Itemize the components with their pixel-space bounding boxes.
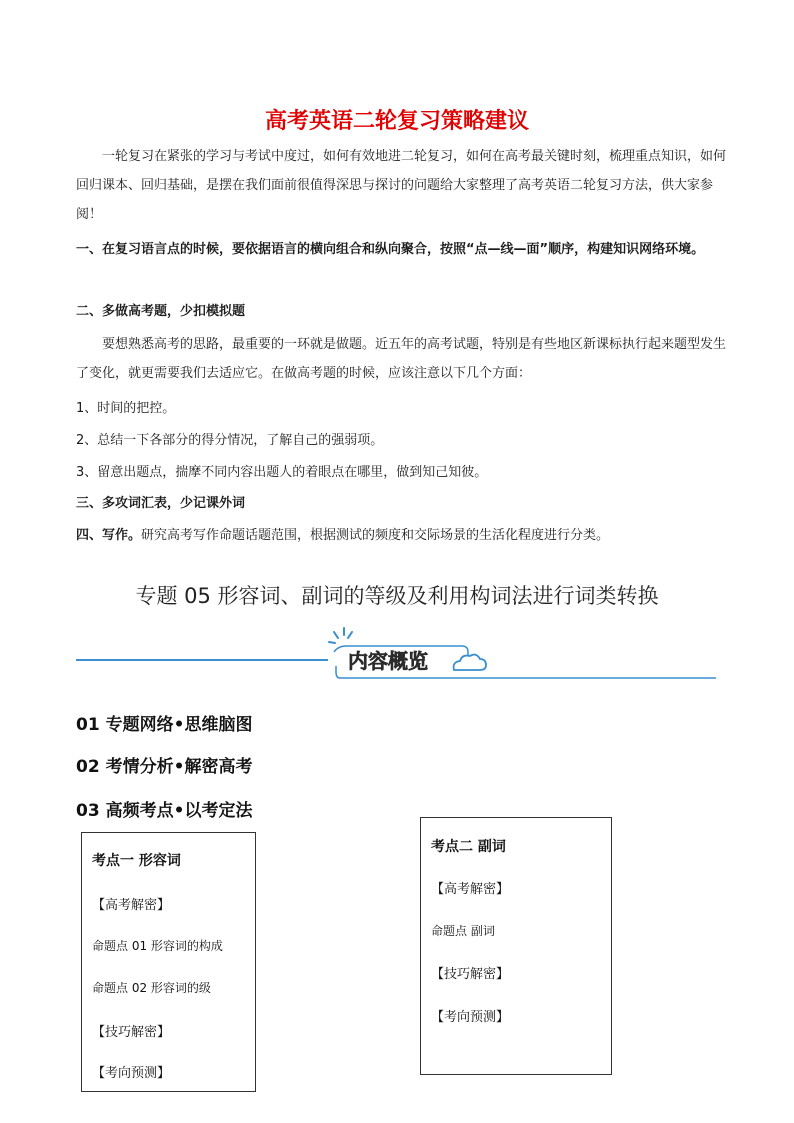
- sparkle-icon: [329, 628, 352, 643]
- box-item: 命题点 02 形容词的级: [92, 981, 211, 995]
- section-4-body: 研究高考写作命题话题范围，根据测试的频度和交际场景的生活化程度进行分类。: [141, 528, 610, 543]
- outline-item-1: 01 专题网络•思维脑图: [76, 715, 253, 735]
- point-2: 2、总结一下各部分的得分情况，了解自己的强弱项。: [76, 433, 384, 448]
- topic-title: 专题 05 形容词、副词的等级及利用构词法进行词类转换: [135, 584, 659, 608]
- cloud-icon: [454, 655, 486, 670]
- box-item: 【技巧解密】: [431, 967, 510, 982]
- section-2-heading: 二、多做高考题，少扣模拟题: [76, 304, 246, 319]
- topic-box-adverb: [420, 817, 612, 1075]
- section-2-body: 要想熟悉高考的思路，最重要的一环就是做题。近五年的高考试题，特别是有些地区新课标执行起来题型发生了变化，就更需要我们去适应它。在做高考题的时候，应该注意以下几个方面：: [76, 337, 727, 381]
- box-item: 【高考解密】: [92, 898, 171, 913]
- intro-paragraph: 一轮复习在紧张的学习与考试中度过，如何有效地进二轮复习，如何在高考最关键时刻，梳理重点知识，如何回归课本、回归基础，是摆在我们面前很值得深思与探讨的问题给大家整理了高考英语二轮复习方法，供大家参阅！: [76, 149, 727, 222]
- topic-box-adjective: [81, 832, 256, 1092]
- point-3: 3、留意出题点，揣摩不同内容出题人的着眼点在哪里，做到知己知彼。: [76, 465, 488, 480]
- box-item: 命题点 01 形容词的构成: [92, 939, 223, 953]
- box-item: 【考向预测】: [431, 1010, 510, 1025]
- content-overview-banner: [76, 622, 716, 684]
- box-heading: 考点一 形容词: [92, 853, 181, 869]
- section-3: 三、多攻词汇表，少记课外词: [76, 496, 246, 511]
- section-4: [76, 526, 726, 546]
- banner-label: 内容概览: [348, 649, 428, 673]
- box-item: 【考向预测】: [92, 1066, 171, 1081]
- section-1: 一、在复习语言点的时候，要依据语言的横向组合和纵向聚合，按照“点—线—面”顺序，构建知识网络环境。: [76, 242, 705, 257]
- outline-item-3: 03 高频考点•以考定法: [76, 801, 253, 821]
- section-4-label: 四、写作。: [76, 528, 142, 543]
- box-heading: 考点二 副词: [431, 839, 506, 855]
- box-item: 命题点 副词: [431, 924, 495, 938]
- box-item: 【技巧解密】: [92, 1025, 171, 1040]
- point-1: 1、时间的把控。: [76, 401, 176, 416]
- box-item: 【高考解密】: [431, 882, 510, 897]
- outline-item-2: 02 考情分析•解密高考: [76, 757, 253, 777]
- page-title: 高考英语二轮复习策略建议: [264, 109, 529, 134]
